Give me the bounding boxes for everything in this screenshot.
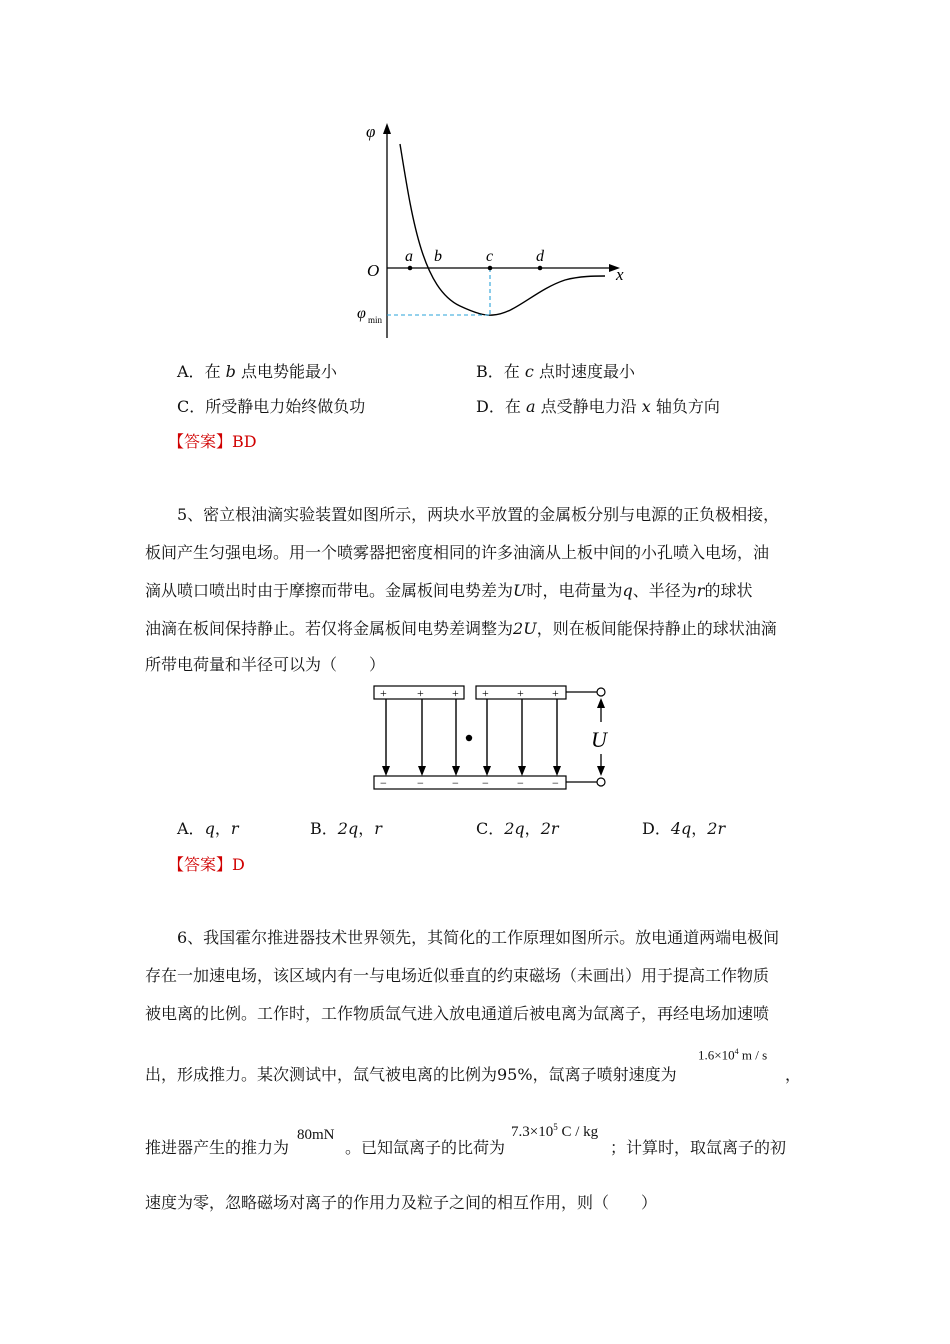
q6-line-5: 推进器产生的推力为 bbox=[145, 1138, 290, 1157]
plus-sign: + bbox=[452, 686, 459, 700]
q6-charge-ratio-value: $7.3\times 10^5$ C / kg bbox=[511, 1122, 599, 1140]
q5-option-a[interactable]: A．q，r bbox=[177, 819, 239, 838]
q6-line-4: 出，形成推力。某次测试中，氙气被电离的比例为95%，氙离子喷射速度为 bbox=[145, 1065, 677, 1084]
q6-line-2: 存在一加速电场，该区域内有一与电场近似垂直的约束磁场（未画出）用于提高工作物质 bbox=[145, 966, 770, 985]
plus-sign: + bbox=[552, 686, 559, 700]
q4-answer: 【答案】BD bbox=[168, 432, 257, 451]
q4-option-a[interactable]: A．在 b 点电势能最小 bbox=[177, 362, 338, 381]
q6-line-4-end: ， bbox=[785, 1065, 802, 1084]
q5-line-1: 5、密立根油滴实验装置如图所示，两块水平放置的金属板分别与电源的正负极相接， bbox=[177, 505, 780, 524]
point-c-label: c bbox=[486, 248, 494, 265]
q5-line-2: 板间产生匀强电场。用一个喷雾器把密度相同的许多油滴从上板中间的小孔喷入电场，油 bbox=[145, 543, 770, 562]
minus-sign: − bbox=[417, 776, 424, 790]
plus-sign: + bbox=[417, 686, 424, 700]
phi-min-sub: min bbox=[368, 315, 383, 325]
q5-answer: 【答案】D bbox=[168, 855, 245, 874]
y-axis-label: φ bbox=[366, 122, 376, 141]
q6-thrust-value: 80mN bbox=[297, 1127, 335, 1143]
q5-option-b[interactable]: B．2q，r bbox=[310, 819, 382, 838]
q4-option-c[interactable]: C．所受静电力始终做负功 bbox=[177, 397, 366, 416]
plus-sign: + bbox=[517, 686, 524, 700]
plus-sign: + bbox=[380, 686, 387, 700]
point-b-label: b bbox=[434, 248, 442, 265]
x-axis-label: x bbox=[616, 265, 624, 284]
minus-sign: − bbox=[452, 776, 459, 790]
q5-option-d[interactable]: D．4q，2r bbox=[642, 819, 726, 838]
q6-line-1: 6、我国霍尔推进器技术世界领先，其简化的工作原理如图所示。放电通道两端电极间 bbox=[177, 928, 780, 947]
minus-sign: − bbox=[552, 776, 559, 790]
point-d-label: d bbox=[536, 248, 544, 265]
q6-stem bbox=[145, 925, 810, 1215]
q6-line-5-end: ；计算时，取氙离子的初 bbox=[610, 1138, 787, 1157]
plus-sign: + bbox=[482, 686, 489, 700]
minus-sign: − bbox=[517, 776, 524, 790]
minus-sign: − bbox=[380, 776, 387, 790]
minus-sign: − bbox=[482, 776, 489, 790]
q5-line-5: 所带电荷量和半径可以为（ ） bbox=[145, 655, 386, 674]
q5-line-3: 滴从喷口喷出时由于摩擦而带电。金属板间电势差为U时，电荷量为q、半径为r的球状 bbox=[145, 581, 753, 600]
q6-line-3: 被电离的比例。工作时，工作物质氙气进入放电通道后被电离为氙离子，再经电场加速喷 bbox=[145, 1004, 770, 1023]
q4-option-b[interactable]: B．在 c 点时速度最小 bbox=[476, 362, 635, 381]
q4-option-d[interactable]: D．在 a 点受静电力沿 x 轴负方向 bbox=[476, 397, 720, 416]
q5-line-4: 油滴在板间保持静止。若仅将金属板间电势差调整为2U，则在板间能保持静止的球状油滴 bbox=[145, 619, 777, 638]
q5-stem bbox=[145, 502, 810, 682]
point-a-label: a bbox=[405, 248, 413, 265]
millikan-diagram bbox=[368, 682, 618, 794]
q6-speed-value: $1.6\times 10^4$ m / s bbox=[698, 1047, 768, 1063]
phi-min-label: φ bbox=[357, 305, 366, 322]
origin-label: O bbox=[367, 261, 380, 280]
q6-line-6: 速度为零，忽略磁场对离子的作用力及粒子之间的相互作用，则（ ） bbox=[145, 1193, 658, 1212]
q6-line-5-mid: 。已知氙离子的比荷为 bbox=[345, 1138, 506, 1157]
q5-option-c[interactable]: C．2q，2r bbox=[476, 819, 559, 838]
potential-graph bbox=[350, 118, 650, 343]
voltage-label: U bbox=[591, 727, 607, 752]
